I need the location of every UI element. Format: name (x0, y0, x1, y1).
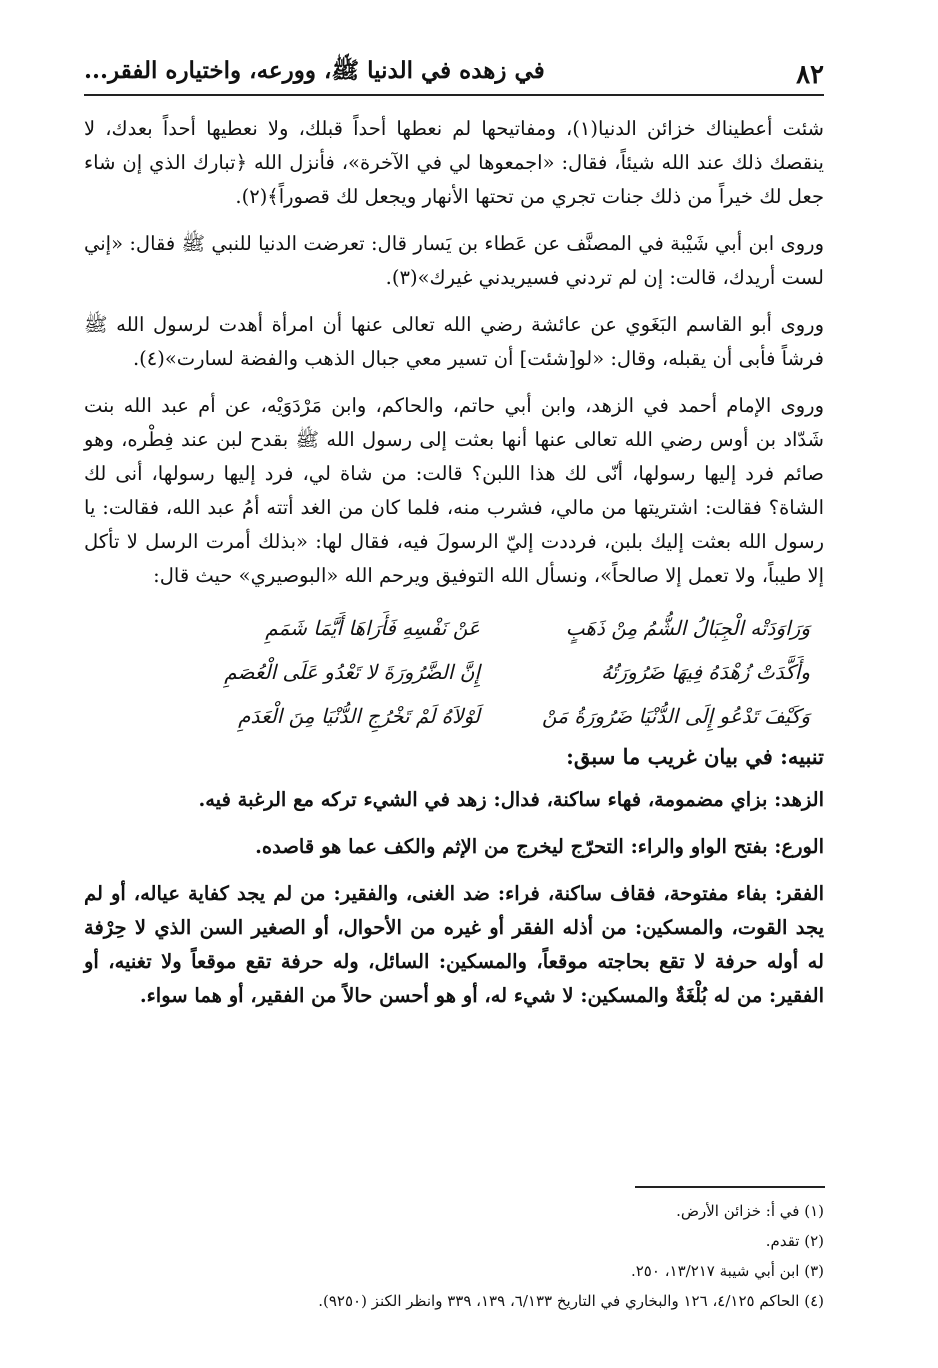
poem-verse (84, 650, 824, 694)
glossary-entry: الفقر: بفاء مفتوحة، فقاف ساكنة، فراء: ضد الغنى، والفقير: من لم يجد كفاية عياله، أو لم يجد القوت، والمسكين: من أذله الفقر أو غيره من الأحوال، أو الصغير السن الذي لا حِرْفة له أوله حرفة لا تقع بحاجته موقعاً، والمسكين: السائل، وله حرفة تقع موقعاً ولا تغنيه، أو الفقير: من له بُلْغَةٌ والمسكين: لا شيء له، أو هو أحسن حالاً من الفقير، أو هما سواء. (84, 882, 824, 1007)
poem-verse (84, 694, 824, 738)
verse-second-hemistich: إِنَّ الضَّرُورَةَ لا تَعْدُو عَلَى الْعُصَمِ (224, 660, 480, 684)
footnote: (٣) ابن أبي شيبة ١٣/٢١٧، ٢٥٠. (630, 1262, 824, 1280)
footnote: (٤) الحاكم ٤/١٢٥، ١٢٦ والبخاري في التاريخ ٦/١٣٣، ١٣٩، ٣٣٩ وانظر الكنز (٩٢٥٠). (318, 1292, 824, 1310)
poem (84, 606, 824, 738)
footnotes (84, 1198, 824, 1318)
paragraph: شئت أعطيناك خزائن الدنيا(١)، ومفاتيحها لم نعطها أحداً قبلك، ولا نعطيها أحداً بعدك، لا ينقصك ذلك عند الله شيئاً، فقال: «اجمعوها لي في الآخرة»، فأنزل الله ﴿تبارك الذي إن شاء جعل لك خيراً من ذلك جنات تجري من تحتها الأنهار ويجعل لك قصوراً﴾(٢). (84, 117, 824, 208)
poem-verse (84, 606, 824, 650)
footnote: (١) في أ: خزائن الأرض. (676, 1202, 824, 1220)
glossary-entry: الزهد: بزاي مضمومة، فهاء ساكنة، فدال: زهد في الشيء تركه مع الرغبة فيه. (198, 788, 824, 811)
footnote-separator (635, 1186, 825, 1188)
section-heading: تنبيه: في بيان غريب ما سبق: (566, 744, 824, 769)
footnote: (٢) تقدم. (765, 1232, 824, 1250)
paragraph: وروى الإمام أحمد في الزهد، وابن أبي حاتم، والحاكم، وابن مَرْدَوَيْه، عن أم عبد الله بنت شَدّاد بن أوس رضي الله تعالى عنها أنها بعثت إلى رسول الله ﷺ بقدح لبن عند فِطْره، وهو صائم فرد إليها رسولها، أنّى لك هذا اللبن؟ قالت: من شاة لي، فرد إليها رسولها، أنى لك الشاة؟ فقالت: اشتريتها من مالي، فشرب منه، فلما كان من الغد أتته أمُ عبد الله، فقالت: يا رسول الله بعثت إليك بلبن، فرددت إليّ الرسولَ فيه، فقال لها: «بذلك أمرت الرسل لا تأكل إلا طيباً، ولا تعمل إلا صالحاً»، ونسأل الله التوفيق ويرحم الله «البوصيري» حيث قال: (84, 394, 824, 587)
verse-first-hemistich: وَكَيْفَ تَدْعُو إِلَى الدُّنْيَا ضَرُورَةُ مَنْ (542, 704, 810, 728)
verse-first-hemistich: وَرَاوَدَتْه الْجِبَالُ الشُّمُ مِنْ ذَهَبٍ (565, 616, 810, 640)
paragraph: وروى ابن أبي شَيْبة في المصنَّف عن عَطاء بن يَسار قال: تعرضت الدنيا للنبي ﷺ فقال: «إني لست أريدك، قالت: إن لم تردني فسيريدني غيرك»(٣). (84, 232, 824, 289)
page-header (84, 56, 824, 96)
verse-second-hemistich: عَنْ نَفْسِهِ فَأَرَاهَا أَيَّمَا شَمَمِ (265, 616, 480, 640)
page-number: ٨٢ (796, 60, 824, 90)
main-text (84, 112, 824, 1026)
glossary-entry: الورع: بفتح الواو والراء: التحرّج ليخرج من الإثم والكف عما هو قاصده. (255, 835, 824, 858)
verse-first-hemistich: وأَكَّدَتْ زُهْدَهُ فِيهَا ضَرُورَتُهُ (601, 660, 810, 684)
verse-second-hemistich: لَوْلاَهُ لَمْ تَخْرُجِ الدُّنْيَا مِنَ الْعَدَمِ (238, 704, 480, 728)
paragraph: وروى أبو القاسم البَغَوي عن عائشة رضي الله تعالى عنها أن امرأة أهدت لرسول الله ﷺ فرشاً فأبى أن يقبله، وقال: «لو[شئت] أن تسير معي جبال الذهب والفضة لسارت»(٤). (84, 313, 824, 370)
running-title: في زهده في الدنيا ﷺ، وورعه، واختياره الفقر... (84, 57, 545, 84)
